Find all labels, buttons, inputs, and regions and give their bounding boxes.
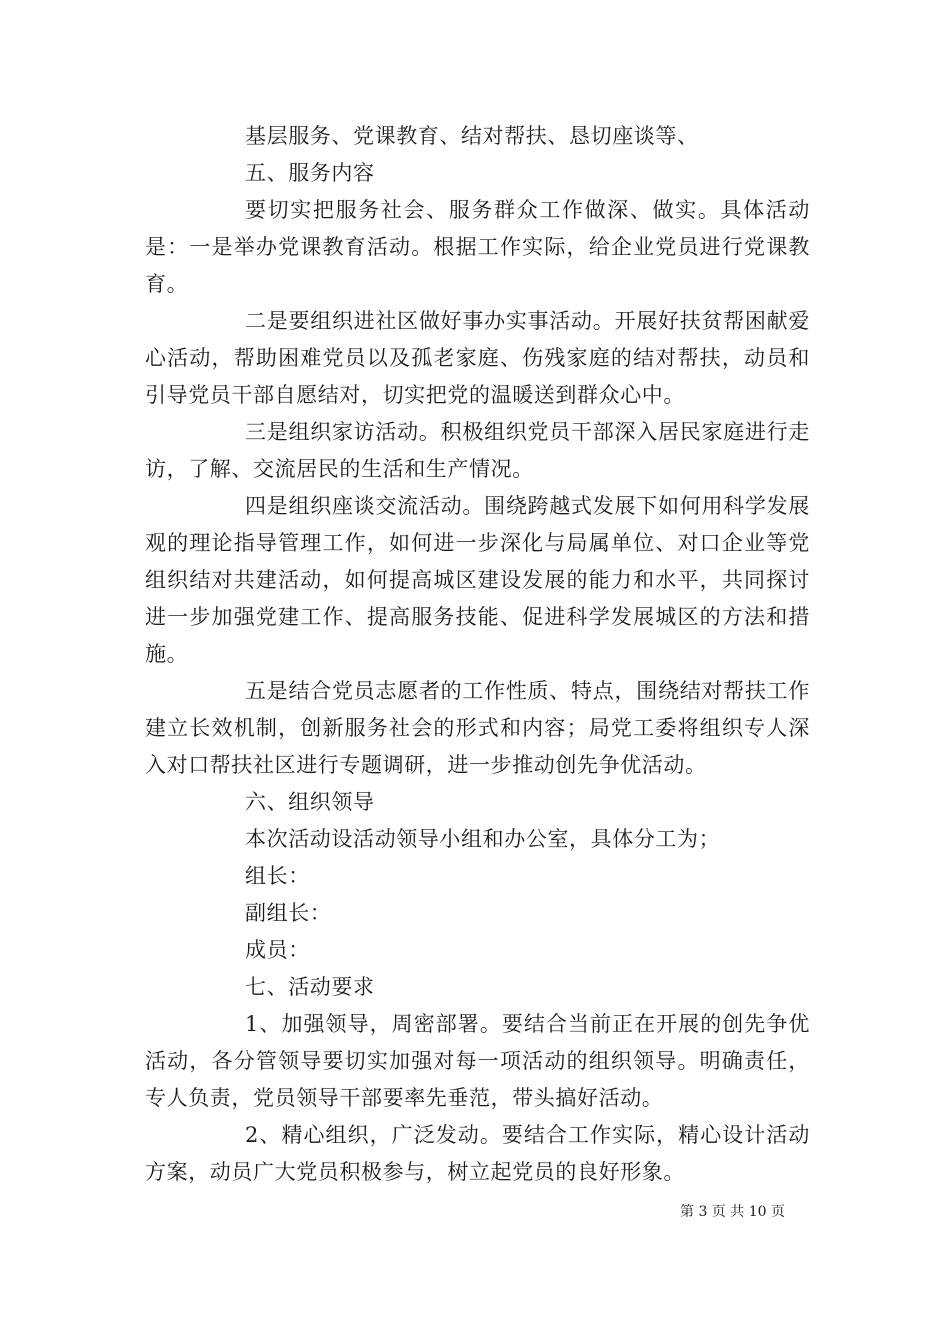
section-5-paragraph-5: 五是结合党员志愿者的工作性质、特点，围绕结对帮扶工作建立长效机制，创新服务社会的形式和内容；局党工委将组织专人深入对口帮扶社区进行专题调研，进一步推动创先争优活动。 <box>145 679 810 777</box>
section-5-paragraph-3: 三是组织家访活动。积极组织党员干部深入居民家庭进行走访，了解、交流居民的生活和生产情况。 <box>145 420 810 481</box>
intro-tail-line: 基层服务、党课教育、结对帮扶、恳切座谈等、 <box>245 124 699 148</box>
section-7-paragraph-1: 1、加强领导，周密部署。要结合当前正在开展的创先争优活动，各分管领导要切实加强对每一项活动的组织领导。明确责任，专人负责，党员领导干部要率先垂范，带头搞好活动。 <box>145 1012 810 1110</box>
section-5-paragraph-2: 二是要组织进社区做好事办实事活动。开展好扶贫帮困献爱心活动，帮助困难党员以及孤老家庭、伤残家庭的结对帮扶，动员和引导党员干部自愿结对，切实把党的温暖送到群众心中。 <box>145 309 810 407</box>
page-number-footer: 第 3 页 共 10 页 <box>680 1204 785 1220</box>
section-5-paragraph-1: 要切实把服务社会、服务群众工作做深、做实。具体活动是：一是举办党课教育活动。根据工作实际，给企业党员进行党课教育。 <box>145 198 810 296</box>
members-label: 成员： <box>245 938 310 962</box>
document-body <box>145 118 810 1191</box>
section-6-heading: 六、组织领导 <box>245 790 375 814</box>
section-5-heading: 五、服务内容 <box>245 161 375 185</box>
section-7-heading: 七、活动要求 <box>245 975 375 999</box>
deputy-leader-label: 副组长： <box>245 901 332 925</box>
section-5-paragraph-4: 四是组织座谈交流活动。围绕跨越式发展下如何用科学发展观的理论指导管理工作，如何进一步深化与局属单位、对口企业等党组织结对共建活动，如何提高城区建设发展的能力和水平，共同探讨进一步加强党建工作、提高服务技能、促进科学发展城区的方法和措施。 <box>145 494 810 666</box>
section-7-paragraph-2: 2、精心组织，广泛发动。要结合工作实际，精心设计活动方案，动员广大党员积极参与，树立起党员的良好形象。 <box>145 1123 810 1184</box>
section-6-paragraph-1: 本次活动设活动领导小组和办公室，具体分工为； <box>245 827 721 851</box>
leader-label: 组长： <box>245 864 310 888</box>
